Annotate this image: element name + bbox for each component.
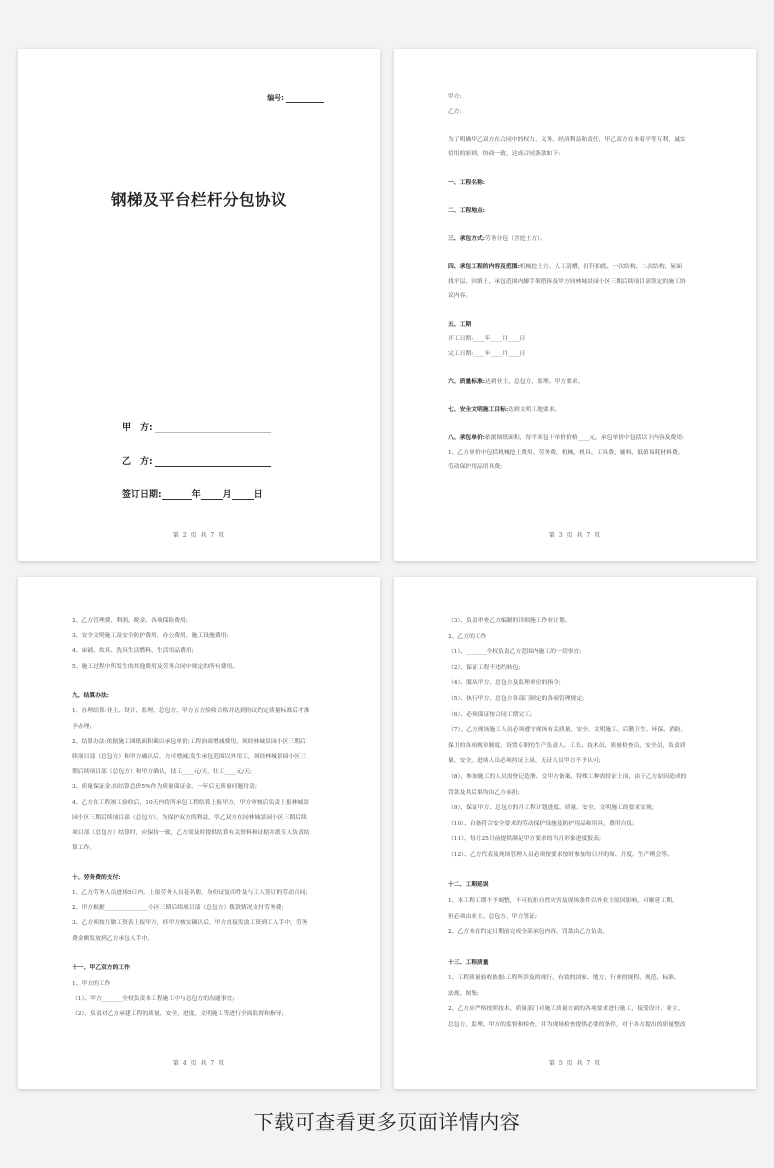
text-line: 2、结算办法:依据施工图纸面积乘以承包单价;工程治商增减费用，须经林城景园小区三期后 bbox=[72, 738, 306, 745]
text-line: （4）、服从甲方、总包方及监理单位的指令; bbox=[448, 680, 561, 687]
text-line: 1、乙方劳务人员进场5日内，上报劳务人员花名册，身份证复印件及与工人签订的劳动合同; bbox=[72, 890, 308, 897]
text-line: 保卫的各项规章制度，设置专职的生产负责人、工长、技术员、质量检查员、安全员，负责质 bbox=[448, 742, 686, 749]
text-line: 1、工程质量验收依据:工程所涉及的现行、有效的国家、地方、行业的规程、规范、标准、 bbox=[448, 975, 680, 982]
text-line: 找平层、回填土、承包范围内脚手架搭拆及甲方同林城景园小区三期后续项目部签定的施工协 bbox=[448, 278, 686, 285]
text-line: 1、乙方单价中包括机械挖土费用、劳务费、机械、机具、工具费、辅料、低值易耗材料费、 bbox=[448, 449, 684, 456]
text-line: 三、承包方式:劳务分包（含挖土方）。 bbox=[448, 236, 546, 243]
text-line: 园小区三期后续项目部（总包方），为保护双方的利益，甲乙双方在同林城景园小区三期后续 bbox=[72, 814, 307, 821]
page-4 bbox=[18, 577, 380, 1089]
text-line: 量、安全，进场人员必须持证上岗，无证人员甲方不予认可; bbox=[448, 758, 601, 765]
text-line: 十二、工期延误 bbox=[448, 882, 489, 889]
text-line: 乙方: bbox=[448, 108, 462, 115]
text-line: 但必须由业主、总包方、甲方签证; bbox=[448, 913, 537, 920]
page-number: 第 4 页 共 7 页 bbox=[172, 1060, 226, 1067]
page-number: 第 5 页 共 7 页 bbox=[548, 1060, 602, 1067]
text-line: （8）、参加施工的人员需登记造册、交甲方备案，特殊工种需持证上岗，由于乙方原因造成的 bbox=[448, 774, 687, 780]
text-line: 十一、甲乙双方的工作 bbox=[72, 965, 130, 972]
sign-date-field: 签订日期: 年 月 日 bbox=[122, 490, 263, 500]
text-line: （2）、负责对乙方承建工程的质量、安全、进度、文明施工等进行全面监督和指导; bbox=[72, 1010, 284, 1017]
text-line: 一、工程名称: bbox=[448, 179, 485, 186]
text-line: （10）、自备符合安全要求的劳动保护设施及防护用品和用具，费用自负; bbox=[448, 820, 635, 827]
text-line: 2、乙方的工作 bbox=[448, 633, 487, 640]
text-line: 续项目部（总包方）和甲方确认后，方可增减;发生承包范围以外用工，须经林城景园小区三 bbox=[72, 754, 306, 761]
text-line: 项目部（总包方）结算时，应保持一致，乙方需及时提供结算有关资料和证据并派专人负责结 bbox=[72, 830, 310, 837]
text-line: （2）、保证工程不违约转包; bbox=[448, 664, 521, 671]
text-line: 3、质量保证金:扣结算总价5%作为质量保证金，一年后无质量问题付清; bbox=[72, 784, 257, 791]
text-line: 为了明确甲乙双方在合同中的权力、义务、经济利益和责任，甲乙双方在本着平等互利、诚实 bbox=[448, 136, 686, 143]
text-line: 八、承包单价:依据图纸面积，每平米包干单价价格____元，承包单价中包括以下内容及费用: bbox=[448, 435, 684, 442]
document-title: 钢梯及平台栏杆分包协议 bbox=[111, 191, 288, 209]
text-line: 二、工程地点: bbox=[448, 207, 485, 214]
text-line: 4、床铺、炊具、洗具生活燃料、生活用品费用; bbox=[72, 648, 194, 655]
text-line: 五、工期 bbox=[448, 321, 472, 328]
text-line: 2、甲方根据_______________小区三期后续项目部（总包方）拨款情况支付劳务费; bbox=[72, 905, 284, 912]
text-line: 议内容。 bbox=[448, 293, 472, 300]
text-line: 算工作。 bbox=[72, 845, 96, 852]
party-a-field: 甲 方: bbox=[122, 420, 271, 433]
text-line: 费金额发放到乙方承包人手中。 bbox=[72, 935, 154, 942]
text-line: 予办理; bbox=[72, 723, 92, 730]
text-line: （3）、负责审查乙方编制的详细施工作业计划。 bbox=[448, 618, 571, 624]
text-line: 1、甲方的工作 bbox=[72, 980, 111, 987]
text-line: 开工日期:____年____月____日 bbox=[448, 336, 526, 343]
text-line: 4、乙方在工程竣工验收后，10天内将所承包工程结算上报甲方，甲方审核后负责上报林城景 bbox=[72, 799, 310, 806]
text-line: 法规、图集; bbox=[448, 990, 479, 997]
text-line: 5、施工过程中所发生的其他费用及劳务合同中规定的所有费用。 bbox=[72, 663, 239, 670]
text-line: 期后续项目部（总包方）和甲方确认，技工____元/天，壮工____元/天; bbox=[72, 769, 252, 776]
text-line: （1）、甲方_______全权负责本工程施工中与总包方的沟通事宜; bbox=[72, 995, 235, 1002]
text-line: （9）、保证甲方、总包方的月工程计划进度、质量、安全、文明施工的要求实现; bbox=[448, 805, 654, 812]
text-line: （6）、必须保证按合同工期完工; bbox=[448, 711, 532, 718]
text-line: 3、安全文明施工及安全防护费用，办公费用、施工设施费用; bbox=[72, 633, 229, 640]
text-line: 2、乙方应严格按照技术、质量部门对施工质量方面的各项要求进行施工，接受设计、业主、 bbox=[448, 1006, 684, 1013]
page-number: 第 3 页 共 7 页 bbox=[548, 532, 602, 539]
text-line: 九、结算办法: bbox=[72, 693, 109, 700]
contract-number: 编号: bbox=[267, 93, 324, 103]
page-3 bbox=[394, 49, 756, 561]
text-line: 1、办理结算:业主、设计、监理、总包方、甲方五方验收合格并达到协议约定质量标准后才准 bbox=[72, 708, 310, 715]
text-line: （11）、每月25日前提供满足甲方要求的当月形象进度报表; bbox=[448, 836, 601, 843]
text-line: 2、乙方未在约定日期前完成全部承包内容，罚款由乙方负责。 bbox=[448, 929, 609, 936]
text-line: （7）、乙方现场施工人员必须遵守现场有关质量、安全、文明施工、后勤卫生、环保、消防、 bbox=[448, 727, 687, 734]
page-5 bbox=[394, 577, 756, 1089]
text-line: 六、质量标准:达到业主、总包方、监理、甲方要求。 bbox=[448, 378, 584, 385]
text-line: 劳动保护用品用具费; bbox=[448, 464, 503, 471]
text-line: 十三、工程质量 bbox=[448, 959, 489, 966]
text-line: （1）、_______全权负责乙方范围内施工的一切事宜; bbox=[448, 649, 582, 656]
text-line: 2、乙方管理费、利润、税金、各项保险费用; bbox=[72, 618, 188, 624]
text-line: 十、劳务费的支付: bbox=[72, 874, 121, 881]
text-line: 1、本工程工期不予调整，不可抗拒自然灾害及现场条件以外业主原因影响，可顺延工期， bbox=[448, 898, 678, 905]
page-number: 第 2 页 共 7 页 bbox=[172, 532, 226, 539]
download-caption: 下载可查看更多页面详情内容 bbox=[253, 1110, 521, 1134]
text-line: 七、安全文明施工目标:达到文明工地要求。 bbox=[448, 407, 561, 414]
text-line: （5）、执行甲方、总包方各部门制定的各项管理规定; bbox=[448, 696, 585, 702]
party-b-field: 乙 方: bbox=[122, 454, 271, 467]
text-line: （12）、乙方代表及现场管理人员必须按要求按时参加每日开的周、月度、生产例会等。 bbox=[448, 852, 673, 858]
text-line: 3、乙方须按月做工资表上报甲方，经甲方核实确认后，甲方直接发放工资到工人手中，劳务 bbox=[72, 920, 308, 927]
cover-page bbox=[18, 49, 380, 561]
text-line: 罚款及其后果均由乙方承担; bbox=[448, 789, 520, 796]
text-line: 甲方: bbox=[448, 94, 462, 100]
text-line: 信用的原则，协商一致，达成合同条款如下: bbox=[448, 151, 561, 158]
text-line: 四、承包工程的内容及范围:机械挖土方、人工清槽、打钎拍底、一次结构、二次结构、屋面 bbox=[448, 264, 683, 271]
text-line: 总包方、监理、甲方的监督和检查，并为现场检查提供必要的条件，对于各方提出的质量整改 bbox=[448, 1022, 686, 1029]
text-line: 完工日期:____年____月____日 bbox=[448, 350, 526, 357]
